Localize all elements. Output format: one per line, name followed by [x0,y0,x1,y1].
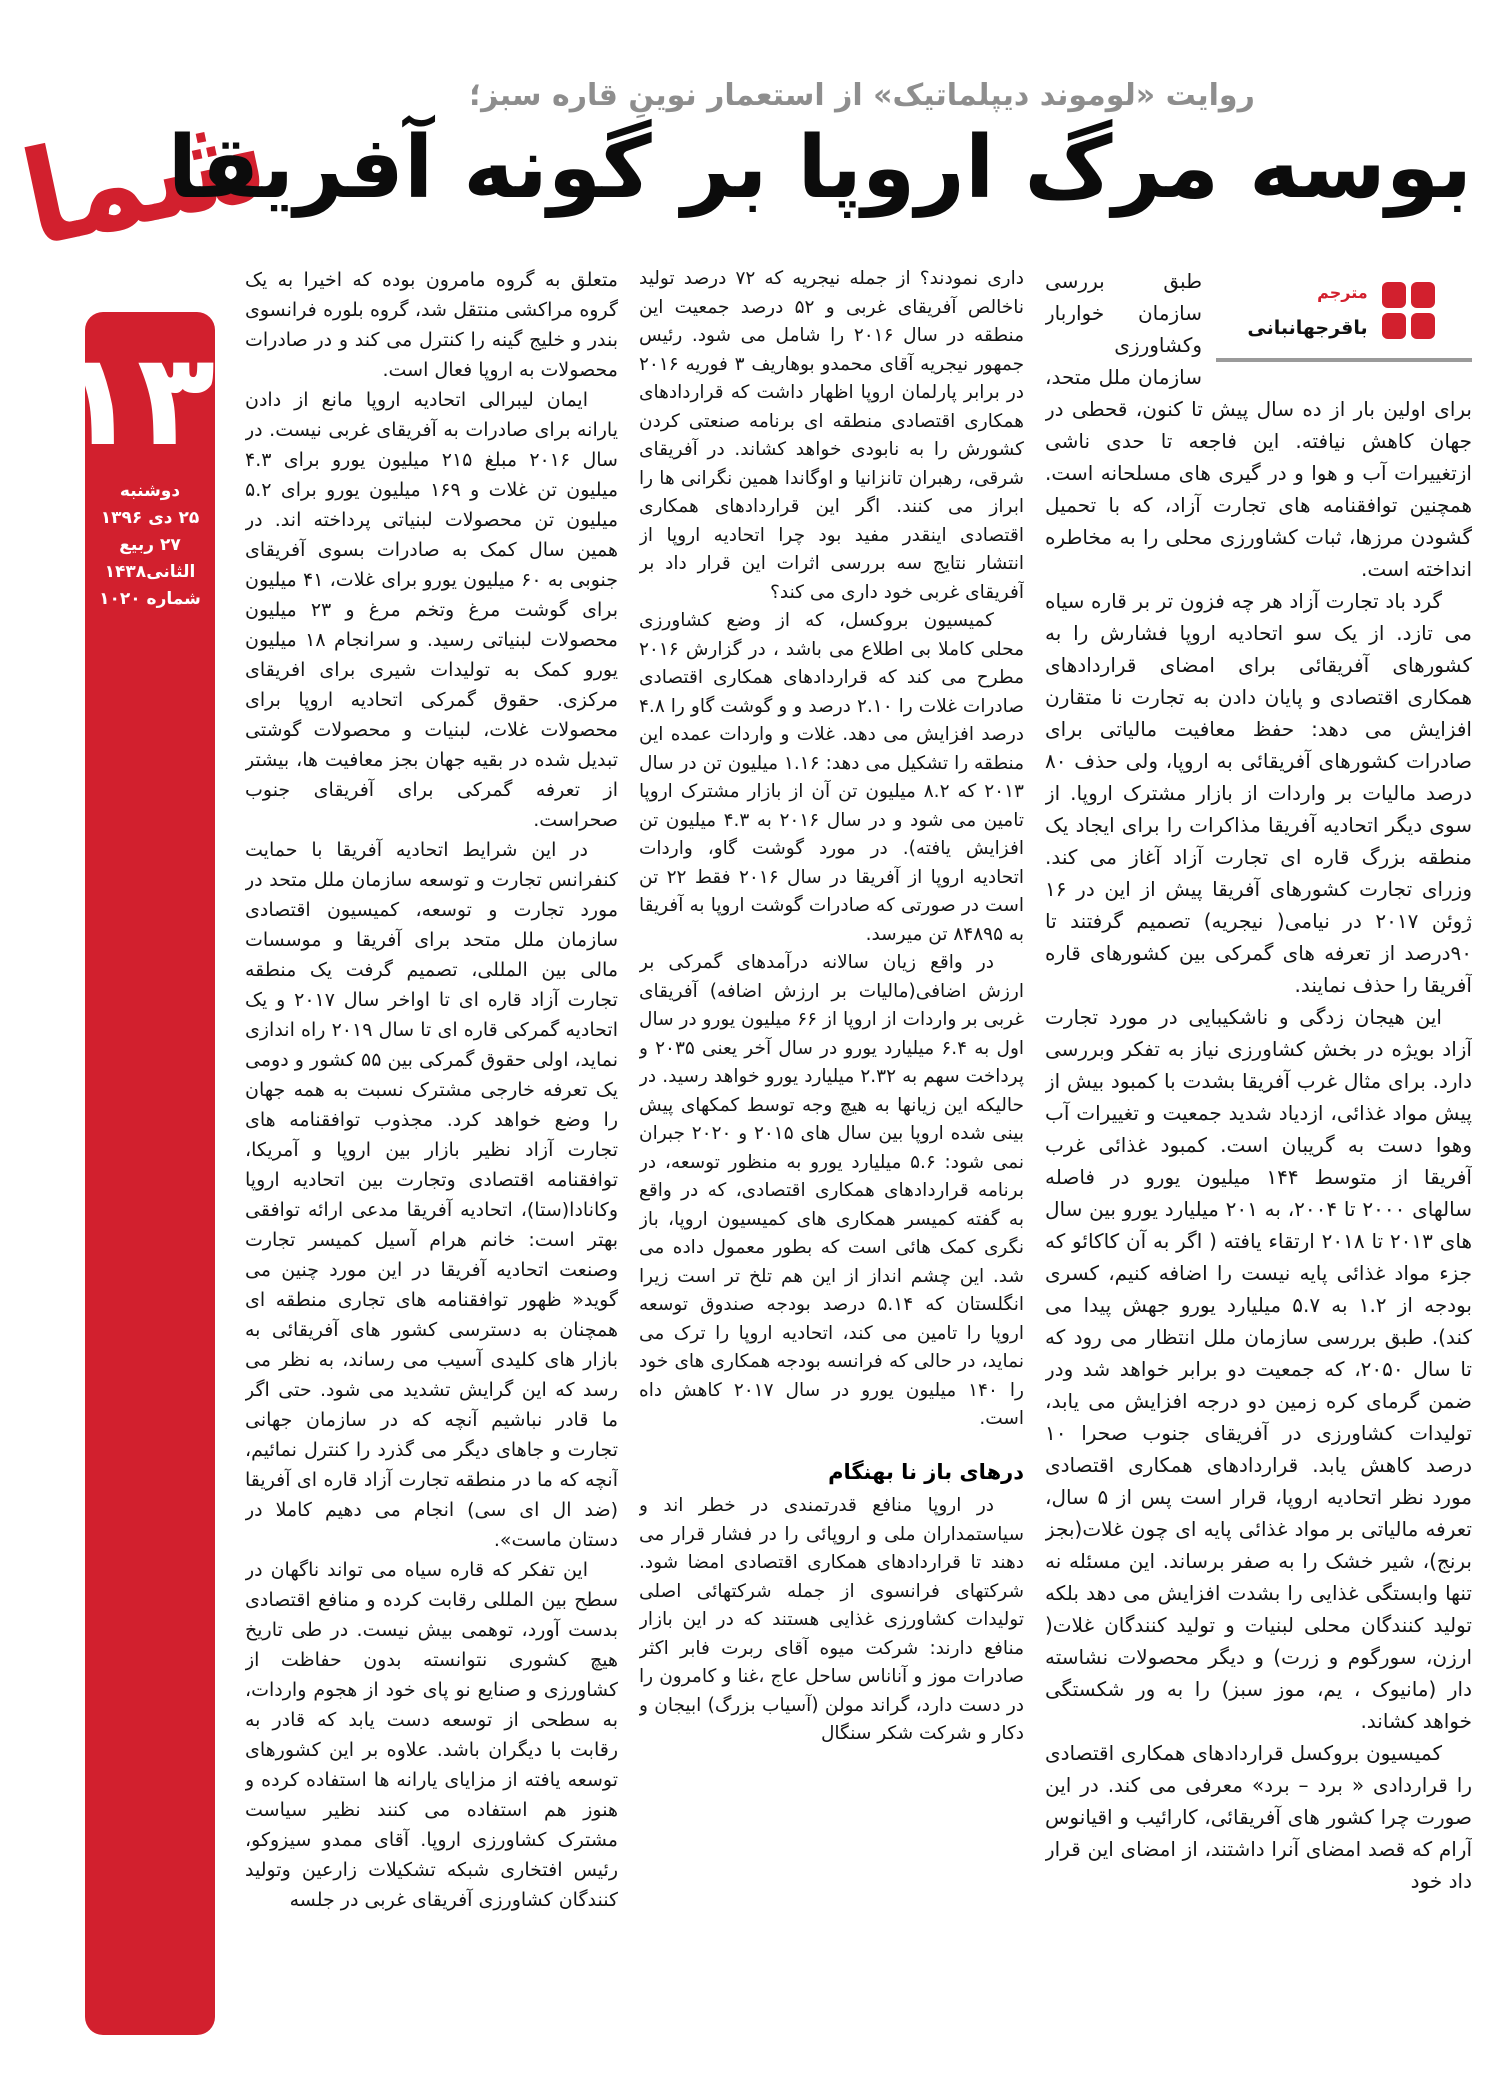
article-paragraph: در این شرایط اتحادیه آفریقا با حمایت کنفرانس تجارت و توسعه سازمان ملل متحد در مورد تجارت و توسعه، کمیسیون اقتصادی سازمان ملل متحد برای آفریقا و موسسات مالی بین المللی، تصمیم گرفت یک منطقه تجارت آزاد قاره ای تا اواخر سال ۲۰۱۷ و یک اتحادیه گمرکی قاره ای تا سال ۲۰۱۹ راه اندازی نماید، اولی حقوق گمرکی بین ۵۵ کشور و دومی یک تعرفه خارجی مشترک نسبت به همه جهان را وضع خواهد کرد. مجذوب توافقنامه های تجارت آزاد نظیر بازار بین اروپا و آمریکا، توافقنامه اقتصادی وتجارت بین اتحادیه اروپا وکانادا(ستا)، اتحادیه آفریقا مدعی ارائه توافقی بهتر است: خانم هرام آسیل کمیسر تجارت وصنعت اتحادیه آفریقا در این مورد چنین می گوید« ظهور توافقنامه های تجاری منطقه ای همچنان به دسترسی کشور های آفریقائی به بازار های کلیدی آسیب می رساند، به نظر می رسد که این گرایش تشدید می شود. حتی اگر ما قادر نباشیم آنچه که در سازمان جهانی تجارت و جاهای دیگر می گذرد را کنترل نمائیم، آنچه که ما در منطقه تجارت آزاد قاره ای آفریقا (ضد ال ای سی) انجام می دهیم کاملا در دستان ماست». [245,839,618,1551]
article-paragraph: کمیسیون بروکسل قراردادهای همکاری اقتصادی را قراردادی « برد – برد» معرفی می کند. در این صورت چرا کشور های آفریقائی، کارائیب و اقیانوس آرام که قصد امضای آنرا داشتند، از امضای این قرار داد خود [1045,1741,1472,1893]
page-title: بوسه مرگ اروپا بر گونه آفریقا [167,118,1472,218]
translator-badge [1216,267,1472,362]
newspaper-logo: شما [10,78,280,276]
translator-name: باقرجهانبانی [1247,317,1368,339]
column-3 [245,265,618,2035]
page-number: ۱۳ [58,326,215,475]
masthead-sidebar [58,312,215,2035]
column-2 [639,265,1024,2035]
article-header [167,78,1472,218]
issue-number: شماره ۱۰۲۰ [99,589,201,610]
article-columns [245,265,1472,2035]
article-paragraph: طبق بررسی سازمان خواربار وکشاورزی سازمان ملل متحد، برای اولین بار از ده سال پیش تا کنون، قحطی در جهان کاهش نیافته. این فاجعه تا حدی ناشی ازتغییرات آب و هوا و در گیری های مسلحانه است. همچنین توافقنامه های تجارت آزاد، که با تحمیل گشودن مرزها، ثبات کشاورزی محلی را به مخاطره انداخته است. [1045,269,1472,581]
window-grid-icon [1382,282,1435,339]
date-hijri: ۲۷ ربیع الثانی۱۴۳۸ [104,535,196,583]
translator-labels [1247,277,1367,344]
column-1 [1045,265,1472,2035]
article-paragraph: داری نمودند؟ از جمله نیجریه که ۷۲ درصد تولید ناخالص آفریقای غربی و ۵۲ درصد جمعیت این منطقه در سال ۲۰۱۶ را شامل می شود. رئیس جمهور نیجریه آقای محمدو بوهاریف ۳ فوریه ۲۰۱۶ در برابر پارلمان اروپا اظهار داشت که قراردادهای همکاری اقتصادی منطقه ای برنامه صنعتی کردن کشورش را به نابودی خواهد کشاند. در آفریقای شرقی، رهبران تانزانیا و اوگاندا همین نگرانی ها را ابراز می کنند. اگر این قراردادهای همکاری اقتصادی اینقدر مفید بود چرا اتحادیه اروپا از انتشار نتایج سه بررسی اثرات این قرار داد بر آفریقای غربی خود داری می کند؟ [639,268,1024,603]
translator-role: مترجم [1317,283,1368,302]
article-paragraph: در واقع زیان سالانه درآمدهای گمرکی بر ارزش اضافی(مالیات بر ارزش اضافه) آفریقای غربی بر واردات از اروپا از ۶۶ میلیون یورو در سال اول به ۶.۴ میلیارد یورو در سال آخر یعنی ۲۰۳۵ و پرداخت سهم به ۲.۳۲ میلیارد یورو خواهد رسید. در حالیکه این زیانها به هیچ وجه توسط کمکهای پیش بینی شده اروپا بین سال های ۲۰۱۵ و ۲۰۲۰ جبران نمی شود: ۵.۶ میلیارد یورو به منظور توسعه، در برنامه قراردادهای همکاری اقتصادی، که در واقع به گفته کمیسر همکاری های کمیسیون اروپا، باز نگری کمک هائی است که بطور معمول داده می شد. این چشم انداز از این هم تلخ تر است زیرا انگلستان که ۵.۱۴ درصد بودجه صندوق توسعه اروپا را تامین می کند، اتحادیه اروپا را ترک می نماید، در حالی که فرانسه بودجه همکاری های خود را ۱۴۰ میلیون یورو در سال ۲۰۱۷ کاهش داه است. [639,952,1024,1429]
article-paragraph: متعلق به گروه مامرون بوده که اخیرا به یک گروه مراکشی منتقل شد، گروه بلوره فرانسوی بندر و خلیج گینه را کنترل می کند و در صادرات محصولات به اروپا فعال است. [245,269,618,381]
issue-info [85,478,215,613]
section-subhead: درهای باز نا بهنگام [828,1459,1024,1484]
kicker: روایت «لوموند دیپلماتیک» از استعمار نوینِ قاره سبز؛ [469,78,1255,113]
article-paragraph: کمیسیون بروکسل، که از وضع کشاورزی محلی کاملا بی اطلاع می باشد ، در گزارش ۲۰۱۶ مطرح می کند که قراردادهای همکاری اقتصادی صادرات غلات را ۲.۱۰ درصد و و گوشت گاو را ۴.۸ درصد افزایش می دهد. غلات و واردات عمده این منطقه را تشکیل می دهد: ۱.۱۶ میلیون تن در سال ۲۰۱۳ که ۸.۲ میلیون تن آن از بازار مشترک اروپا تامین می شود و در سال ۲۰۱۶ به ۴.۳ میلیون تن افزایش یافته). در مورد گوشت گاو، واردات اتحادیه اروپا از آفریقا در سال ۲۰۱۶ فقط ۲۲ تن است در صورتی که صادرات گوشت اروپا به آفریقا به ۸۴۸۹۵ تن میرسد. [639,610,1024,945]
article-paragraph: گرد باد تجارت آزاد هر چه فزون تر بر قاره سیاه می تازد. از یک سو اتحادیه اروپا فشارش را به کشورهای آفریقائی برای امضای قراردادهای همکاری اقتصادی و پایان دادن به تجارت نا متقارن افزایش می دهد: حفظ معافیت مالیاتی برای صادرات کشورهای آفریقائی به اروپا، ولی حذف ۸۰ درصد مالیات بر واردات از بازار مشترک اروپا. از سوی دیگر اتحادیه آفریقا مذاکرات را برای ایجاد یک منطقه بزرگ قاره ای تجارت آزاد آغاز می کند. وزرای تجارت کشورهای آفریقا پیش از این در ۱۶ ژوئن ۲۰۱۷ در نیامی( نیجریه) تصمیم گرفتند تا ۹۰درصد از تعرفه های گمرکی بین کشورهای قاره آفریقا را حذف نمایند. [1045,589,1472,997]
article-paragraph: این هیجان زدگی و ناشکیبایی در مورد تجارت آزاد بویژه در بخش کشاورزی نیاز به تفکر وبررسی دارد. برای مثال غرب آفریقا بشدت با کمبود بیش از پیش مواد غذائی، ازدیاد شدید جمعیت و تغییرات آب وهوا دست به گریبان است. کمبود غذائی غرب آفریقا از متوسط ۱۴۴ میلیون یورو در فاصله سالهای ۲۰۰۰ تا ۲۰۰۴، به ۲۰۱ میلیارد یورو بین سال های ۲۰۱۳ تا ۲۰۱۸ ارتقاء یافته ( اگر به آن کاکائو که جزء مواد غذائی پایه نیست را اضافه کنیم، کسری بودجه از ۱.۲ به ۵.۷ میلیارد یورو جهش پیدا می کند). طبق بررسی سازمان ملل انتظار می رود که تا سال ۲۰۵۰، که جمعیت دو برابر خواهد شد ودر ضمن گرمای کره زمین دو درجه افزایش می یابد، تولیدات کشاورزی در آفریقای جنوب صحرا ۱۰ درصد کاهش یابد. قراردادهای همکاری اقتصادی مورد نظر اتحادیه اروپا، قرار است پس از ۵ سال، تعرفه مالیاتی بر مواد غذائی پایه ای چون غلات(بجز برنج)، شیر خشک را به صفر برساند. این مسئله نه تنها وابستگی غذایی را بشدت افزایش می دهد بلکه تولید کنندگان محلی لبنیات و تولید کنندگان غلات( ارزن، سورگوم و زرت) و دیگر محصولات نشاسته دار (مانیوک ، یم، موز سبز) را به ور شکستگی خواهد کشاند. [1045,1005,1472,1733]
weekday-label: دوشنبه [119,481,181,502]
article-paragraph: در اروپا منافع قدرتمندی در خطر اند و سیاستمداران ملی و اروپائی را در فشار قرار می دهند تا قراردادهای همکاری اقتصادی امضا شود. شرکتهای فرانسوی از جمله شرکتهائی اصلی تولیدات کشاورزی غذایی هستند که در این بازار منافع دارند: شرکت میوه آقای ربرت فابر اکثر صادرات موز و آناناس ساحل عاج ،غنا و کامرون را در دست دارد، گراند مولن (آسیاب بزرگ) ابیجان و دکار و شرکت شکر سنگال [639,1495,1024,1744]
article-paragraph: این تفکر که قاره سیاه می تواند ناگهان در سطح بین المللی رقابت کرده و منافع اقتصادی بدست آورد، توهمی بیش نیست. در طی تاریخ هیچ کشوری نتوانسته بدون حفاظت از کشاورزی و صنایع نو پای خود از هجوم واردات، به سطحی از توسعه دست یابد که قادر به رقابت با دیگران باشد. علاوه بر این کشورهای توسعه یافته از مزایای یارانه ها استفاده کرده و هنوز هم استفاده می کنند نظیر سیاست مشترک کشاورزی اروپا. آقای ممدو سیزوکو، رئیس افتخاری شبکه تشکیلات زارعین وتولید کنندگان کشاورزی آفریقای غربی در جلسه [245,1559,618,1911]
date-jalali: ۲۵ دی ۱۳۹۶ [100,508,200,529]
article-paragraph: ایمان لیبرالی اتحادیه اروپا مانع از دادن یارانه برای صادرات به آفریقای غربی نیست. در سال ۲۰۱۶ مبلغ ۲۱۵ میلیون یورو برای ۴.۳ میلیون تن غلات و ۱۶۹ میلیون یورو برای ۵.۲ میلیون تن محصولات لبنیاتی پرداخته اند. در همین سال کمک به صادرات بسوی آفریقای جنوبی به ۶۰ میلیون یورو برای غلات، ۴۱ میلیون برای گوشت مرغ وتخم مرغ و ۲۳ میلیون محصولات لبنیاتی رسید. و سرانجام ۱۸ میلیون یورو کمک به تولیدات شیری برای افریقای مرکزی. حقوق گمرکی اتحادیه اروپا برای محصولات غلات، لبنیات و محصولات گوشتی تبدیل شده در بقیه جهان بجز معافیت ها، بیشتر از تعرفه گمرکی برای آفریقای جنوب صحراست. [245,389,618,831]
